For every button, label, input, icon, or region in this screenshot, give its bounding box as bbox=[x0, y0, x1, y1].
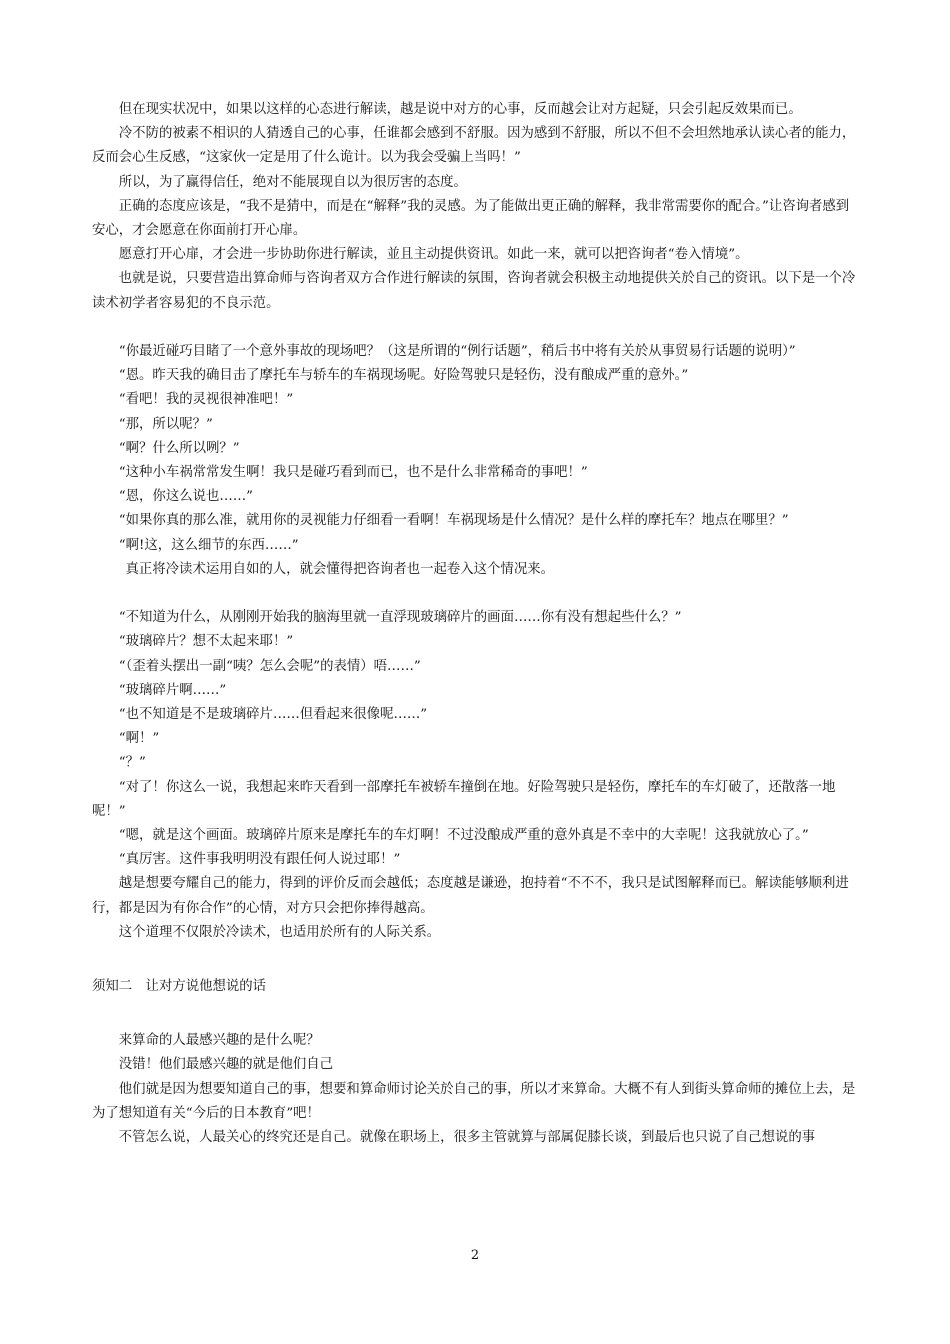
paragraph: 正确的态度应该是，“我不是猜中，而是在“解释”我的灵感。为了能做出更正确的解释，我非常需要你的配合。”让咨询者感到安心，才会愿意在你面前打开心扉。 bbox=[92, 198, 850, 239]
paragraph: 没错！他们最感兴趣的就是他们自己 bbox=[118, 1057, 334, 1073]
body-text bbox=[92, 98, 860, 1150]
dialogue-line: “恩，你这么说也……” bbox=[118, 489, 254, 505]
dialogue-line: “玻璃碎片？想不太起来耶！” bbox=[118, 634, 294, 650]
dialogue-line: “真厉害。这件事我明明没有跟任何人说过耶！” bbox=[118, 852, 401, 868]
dialogue-line: “玻璃碎片啊……” bbox=[118, 682, 227, 698]
dialogue-line: “嗯，就是这个画面。玻璃碎片原来是摩托车的车灯啊！不过没酿成严重的意外真是不幸中的大幸呢！这我就放心了。” bbox=[118, 828, 809, 844]
dialogue-line: “对了！你这么一说，我想起来昨天看到一部摩托车被轿车撞倒在地。好险驾驶只是轻伤，摩托车的车灯破了，还散落一地呢！” bbox=[92, 779, 836, 819]
page-number: 2 bbox=[470, 1248, 480, 1263]
dialogue-line: “也不知道是不是玻璃碎片……但看起来很像呢……” bbox=[118, 707, 428, 723]
spacer bbox=[92, 316, 860, 340]
paragraph: 这个道理不仅限於冷读术，也适用於所有的人际关系。 bbox=[118, 924, 441, 940]
paragraph: 不管怎么说，人最关心的终究还是自己。就像在职场上，很多主管就算与部属促膝长谈，到最后也只说了自己想说的事 bbox=[118, 1130, 816, 1146]
dialogue-line: “你最近碰巧目睹了一个意外事故的现场吧？（这是所谓的“例行话题”，稍后书中将有关於从事贸易行话题的说明）” bbox=[118, 344, 796, 360]
section-heading: 须知二 让对方说他想说的话 bbox=[92, 979, 267, 995]
dialogue-line: “不知道为什么，从刚刚开始我的脑海里就一直浮现玻璃碎片的画面……你有没有想起些什么？” bbox=[118, 610, 682, 626]
dialogue-line: “（歪着头摆出一副“咦？怎么会呢”的表情）唔……” bbox=[118, 658, 421, 674]
spacer bbox=[92, 999, 860, 1029]
dialogue-line: “啊？什么所以咧？” bbox=[118, 440, 240, 456]
spacer bbox=[92, 582, 860, 606]
paragraph: 也就是说，只要营造出算命师与咨询者双方合作进行解读的氛围，咨询者就会积极主动地提供关於自己的资讯。以下是一个冷读术初学者容易犯的不良示范。 bbox=[92, 271, 856, 311]
paragraph: 越是想要夸耀自己的能力，得到的评价反而会越低；态度越是谦逊，抱持着“不不不，我只是试图解释而已。解读能够顺利进行，都是因为有你合作”的心情，对方只会把你捧得越高。 bbox=[92, 876, 849, 916]
dialogue-line: “那，所以呢？” bbox=[118, 416, 213, 432]
dialogue-line: “啊！” bbox=[118, 731, 160, 747]
spacer bbox=[92, 945, 860, 975]
paragraph: 冷不防的被素不相识的人猜透自己的心事，任谁都会感到不舒服。因为感到不舒服，所以不但不会坦然地承认读心者的能力，反而会心生反感，“这家伙一定是用了什么诡计。以为我会受骗上当吗！” bbox=[92, 126, 856, 166]
dialogue-line: “啊!这，这么细节的东西……” bbox=[118, 537, 299, 553]
dialogue-line: “恩。昨天我的确目击了摩托车与轿车的车祸现场呢。好险驾驶只是轻伤，没有酿成严重的意外。” bbox=[118, 368, 689, 384]
paragraph: 真正将冷读术运用自如的人，就会懂得把咨询者也一起卷入这个情况来。 bbox=[125, 561, 554, 577]
paragraph: 他们就是因为想要知道自己的事，想要和算命师讨论关於自己的事，所以才来算命。大概不有人到街头算命师的摊位上去，是为了想知道有关“今后的日本教育”吧！ bbox=[92, 1081, 856, 1121]
dialogue-line: “看吧！我的灵视很神准吧！” bbox=[118, 392, 294, 408]
dialogue-line: “这种小车祸常常发生啊！我只是碰巧看到而已，也不是什么非常稀奇的事吧！” bbox=[118, 465, 588, 481]
paragraph: 所以，为了赢得信任，绝对不能展现自以为很厉害的态度。 bbox=[118, 174, 467, 190]
dialogue-line: “？” bbox=[118, 755, 146, 771]
paragraph: 但在现实状况中，如果以这样的心态进行解读，越是说中对方的心事，反而越会让对方起疑，只会引起反效果而已。 bbox=[118, 102, 802, 117]
paragraph: 愿意打开心扉，才会进一步协助你进行解读，並且主动提供资讯。如此一来，就可以把咨询者“卷入情境”。 bbox=[118, 247, 749, 263]
dialogue-line: “如果你真的那么准，就用你的灵视能力仔细看一看啊！车祸现场是什么情况？是什么样的摩托车？地点在哪里？” bbox=[118, 513, 789, 529]
paragraph: 来算命的人最感兴趣的是什么呢？ bbox=[118, 1033, 320, 1049]
